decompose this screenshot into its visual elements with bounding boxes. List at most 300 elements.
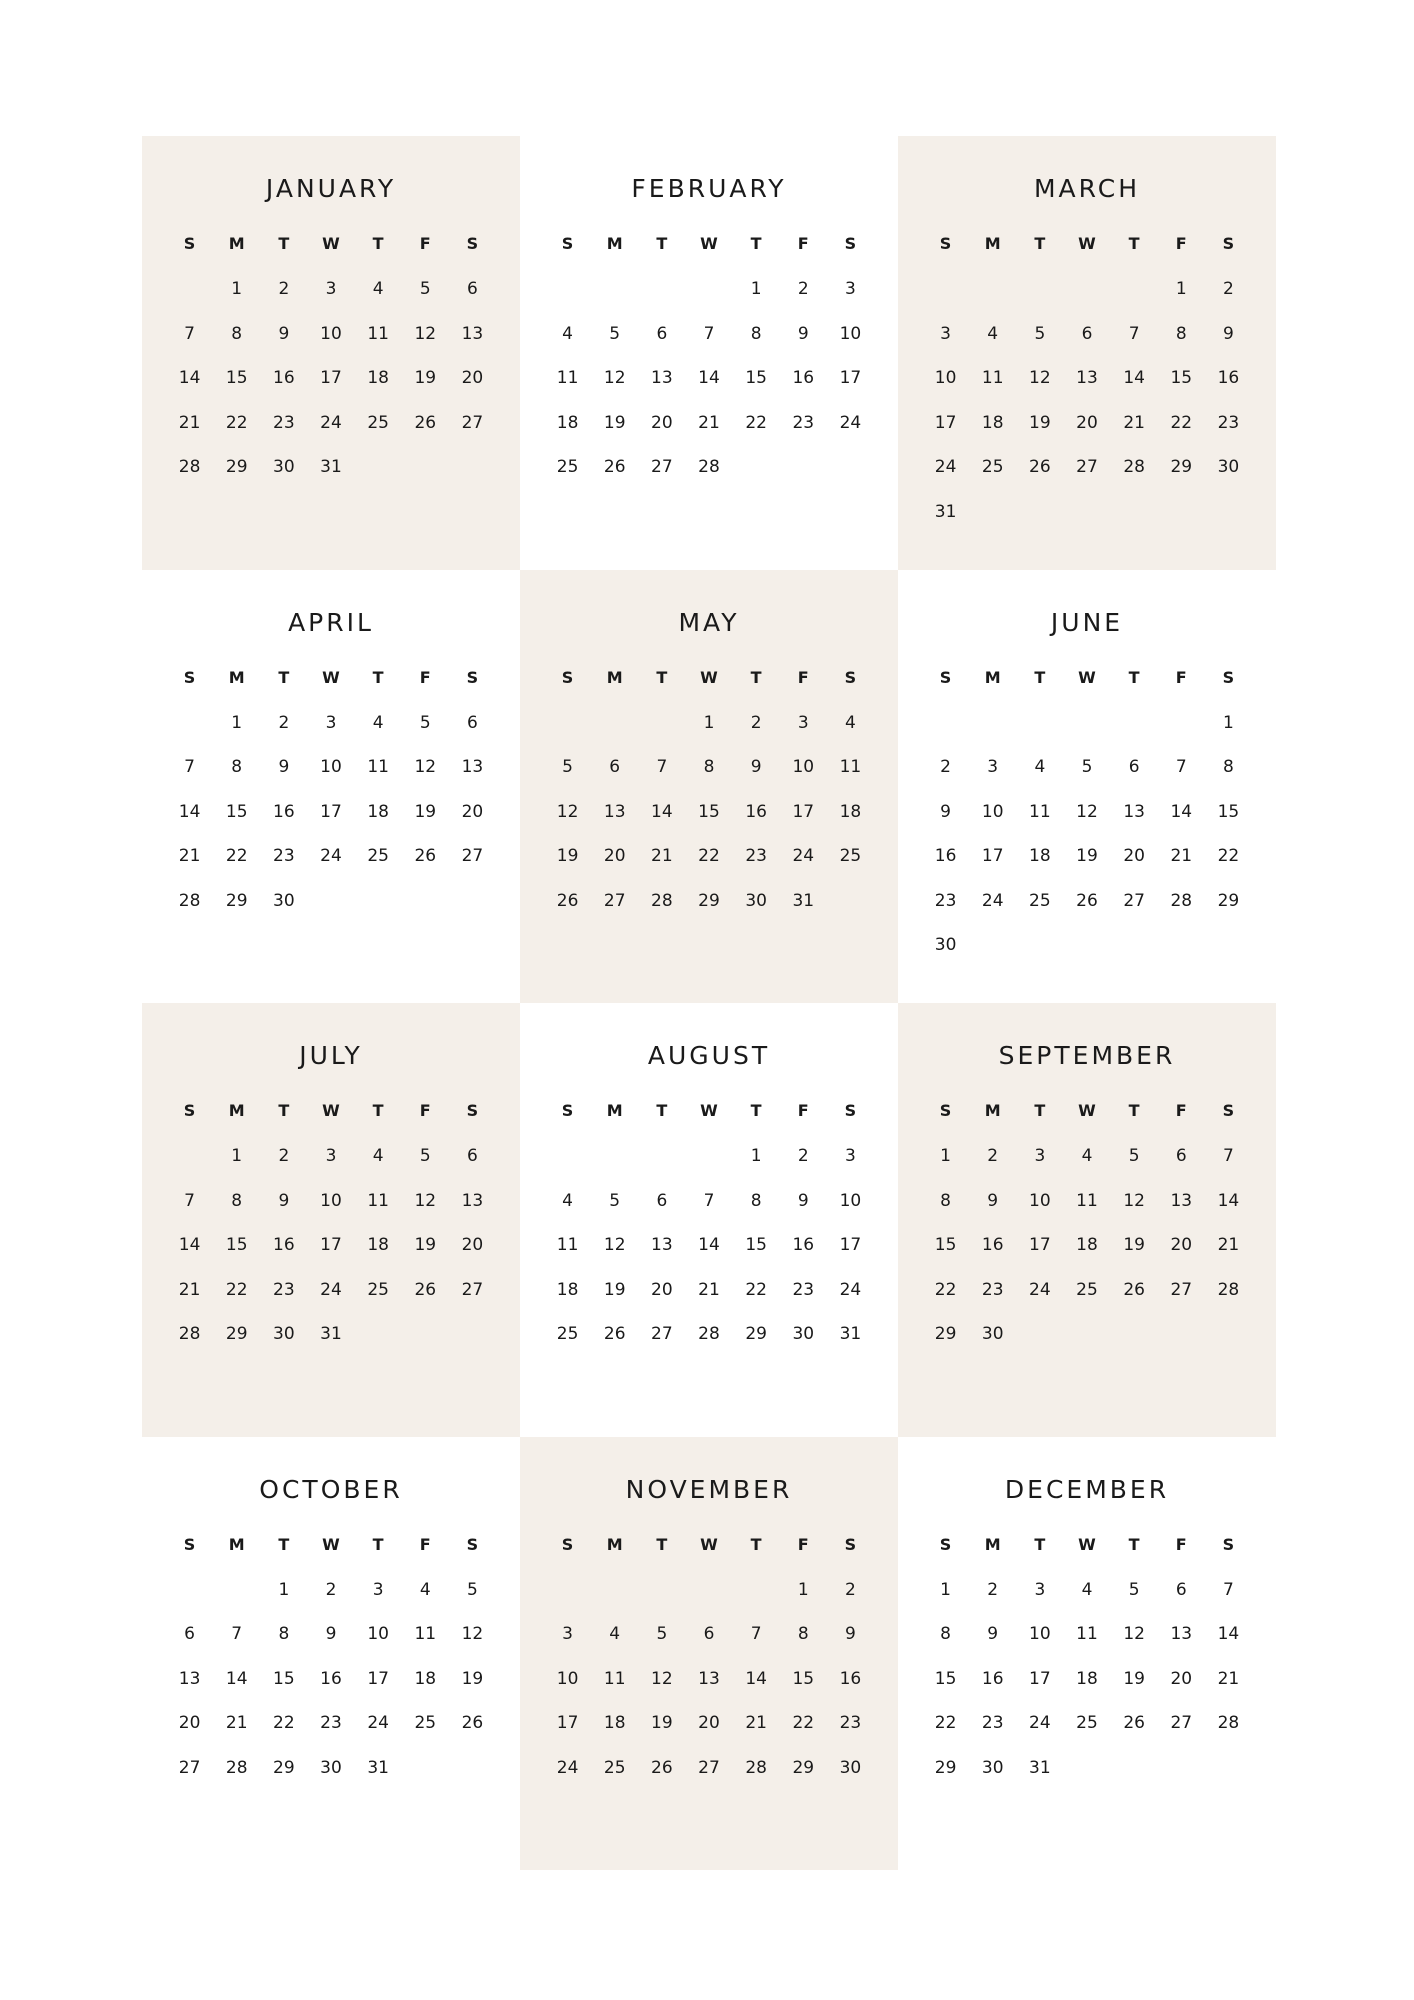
month-september [898,1003,1276,1437]
day-cell: 11 [1029,801,1051,822]
day-cell: 13 [651,1235,673,1255]
weekday-label: S [466,1101,479,1120]
day-cell: 4 [419,1579,431,1600]
empty-day-cell [685,279,732,324]
empty-day-cell [969,713,1016,758]
day-cell: 23 [1217,412,1240,433]
weekday-label: T [372,667,384,687]
day-grid [544,279,874,502]
day-cell: 18 [1076,1668,1098,1689]
day-cell: 8 [797,1624,809,1644]
weekday-label: T [1034,1534,1046,1554]
day-cell: 17 [1029,1668,1051,1689]
day-cell: 5 [609,323,621,344]
weekday-label: W [1078,667,1096,687]
day-cell: 21 [1170,846,1193,866]
day-cell: 14 [178,801,201,822]
day-cell: 29 [698,890,720,911]
weekday-label: M [984,234,1001,253]
day-cell: 10 [934,368,957,388]
day-cell: 23 [792,1279,815,1300]
weekday-label: M [984,1534,1001,1554]
weekday-label: M [228,234,245,253]
weekday-label: F [1175,1534,1187,1554]
day-cell: 15 [225,1235,248,1255]
day-cell: 25 [556,1324,579,1344]
day-cell: 11 [367,1190,389,1211]
day-cell: 8 [1223,757,1234,777]
day-cell: 6 [1128,757,1140,777]
day-cell: 14 [178,368,201,388]
day-cell: 8 [750,1190,762,1211]
day-cell: 21 [745,1713,767,1733]
day-grid [922,1580,1252,1803]
empty-day-cell [166,1580,213,1625]
day-cell: 26 [603,1324,626,1344]
day-cell: 24 [1029,1713,1051,1733]
day-cell: 15 [792,1668,815,1689]
weekday-label: T [278,667,290,687]
weekday-label: T [750,1534,762,1554]
day-cell: 7 [184,323,195,344]
day-cell: 27 [461,1279,484,1300]
day-cell: 30 [1217,457,1240,477]
day-cell: 20 [461,1235,484,1255]
day-cell: 25 [603,1757,626,1778]
weekday-label: T [656,1101,668,1120]
day-cell: 3 [940,323,951,344]
day-cell: 14 [225,1668,248,1689]
day-cell: 5 [1128,1146,1140,1166]
day-cell: 19 [414,801,437,822]
day-cell: 2 [325,1579,337,1600]
day-cell: 9 [940,801,951,822]
day-cell: 22 [698,846,720,866]
weekday-label: T [656,1534,668,1554]
day-cell: 10 [839,323,862,344]
empty-day-cell [544,1146,591,1191]
day-cell: 6 [1175,1579,1187,1600]
weekday-label: T [372,234,384,253]
day-cell: 22 [934,1279,957,1300]
day-cell: 7 [231,1624,243,1644]
month-title: JANUARY [265,174,397,203]
day-cell: 4 [562,323,573,344]
day-cell: 1 [703,712,715,733]
day-cell: 17 [1029,1235,1051,1255]
day-cell: 2 [845,1579,856,1600]
day-cell: 9 [987,1624,999,1644]
weekday-header-row [544,1101,874,1120]
month-august [520,1003,898,1437]
day-cell: 1 [231,1146,243,1166]
day-cell: 23 [320,1713,342,1733]
weekday-label: T [278,234,290,253]
day-cell: 8 [231,1190,243,1211]
weekday-label: T [656,667,668,687]
day-cell: 15 [225,801,248,822]
empty-day-cell [922,279,969,324]
day-cell: 26 [414,846,437,866]
day-cell: 30 [273,1324,295,1344]
day-cell: 9 [797,323,809,344]
day-cell: 6 [1175,1146,1187,1166]
month-title: AUGUST [647,1041,771,1070]
day-cell: 20 [698,1713,720,1733]
day-cell: 17 [556,1713,579,1733]
day-cell: 15 [934,1668,957,1689]
weekday-label: F [1175,1101,1187,1120]
day-cell: 7 [1223,1579,1234,1600]
day-cell: 21 [1123,412,1145,433]
weekday-header-row [922,1535,1252,1554]
day-cell: 18 [367,1235,389,1255]
day-cell: 15 [1217,801,1240,822]
day-cell: 6 [467,712,478,733]
month-title: FEBRUARY [631,174,787,203]
day-cell: 18 [603,1713,626,1733]
day-cell: 2 [1223,279,1234,299]
month-title: OCTOBER [259,1474,403,1504]
day-cell: 31 [792,890,815,911]
day-grid [166,1580,496,1803]
day-cell: 22 [273,1713,295,1733]
day-cell: 2 [278,712,290,733]
day-cell: 31 [839,1324,862,1344]
weekday-label: M [228,1101,245,1120]
day-cell: 2 [797,1146,809,1166]
day-cell: 24 [320,1279,342,1300]
day-cell: 17 [839,1235,862,1255]
empty-day-cell [213,1580,260,1625]
weekday-label: W [700,667,718,687]
day-cell: 30 [745,890,767,911]
day-cell: 9 [797,1190,809,1211]
day-cell: 29 [1217,890,1240,911]
empty-day-cell [638,1146,685,1191]
day-cell: 1 [1223,712,1234,733]
weekday-header-row [922,668,1252,687]
day-cell: 22 [225,412,248,433]
weekday-label: W [1078,1101,1096,1120]
day-cell: 15 [1170,368,1193,388]
month-title: APRIL [288,607,374,637]
month-july [142,1003,520,1437]
day-cell: 22 [745,412,767,433]
weekday-label: F [797,667,809,687]
day-cell: 27 [461,412,484,433]
day-cell: 29 [273,1757,295,1778]
day-cell: 22 [745,1279,767,1300]
weekday-header-row [166,1535,496,1554]
day-cell: 5 [1128,1579,1140,1600]
day-cell: 27 [603,890,626,911]
day-cell: 3 [1034,1146,1046,1166]
weekday-label: S [561,1534,574,1554]
day-cell: 12 [1029,368,1051,388]
day-cell: 15 [745,368,767,388]
day-cell: 26 [414,412,437,433]
day-cell: 11 [603,1668,626,1689]
day-cell: 26 [556,890,579,911]
day-cell: 18 [556,1279,579,1300]
day-cell: 13 [461,757,484,777]
weekday-label: T [372,1101,384,1120]
day-cell: 5 [609,1190,621,1211]
weekday-label: S [183,1534,196,1554]
day-cell: 20 [178,1713,201,1733]
weekday-label: M [606,1534,623,1554]
day-cell: 3 [372,1579,384,1600]
weekday-label: S [183,1101,196,1120]
day-cell: 6 [703,1624,715,1644]
day-cell: 14 [651,801,673,822]
weekday-label: F [419,234,431,253]
weekday-label: T [750,1101,762,1120]
day-cell: 1 [940,1579,951,1600]
day-cell: 31 [320,457,342,477]
empty-day-cell [544,1580,591,1625]
empty-day-cell [1111,713,1158,758]
day-cell: 25 [1029,890,1051,911]
day-cell: 23 [981,1713,1004,1733]
day-cell: 12 [1123,1190,1145,1211]
empty-day-cell [1016,713,1063,758]
day-cell: 13 [651,368,673,388]
day-cell: 14 [1217,1190,1240,1211]
day-cell: 11 [556,368,579,388]
weekday-label: T [1128,1101,1140,1120]
day-cell: 7 [184,757,195,777]
month-title: MAY [678,607,740,637]
day-cell: 28 [178,1324,201,1344]
day-cell: 7 [703,323,715,344]
day-cell: 11 [981,368,1004,388]
day-cell: 27 [1123,890,1145,911]
day-cell: 7 [184,1190,195,1211]
day-cell: 9 [845,1624,856,1644]
empty-day-cell [685,1146,732,1191]
day-cell: 28 [698,457,720,477]
day-cell: 16 [792,368,815,388]
day-cell: 19 [603,1279,626,1300]
day-cell: 16 [273,1235,295,1255]
day-cell: 19 [1123,1668,1145,1689]
day-cell: 12 [603,368,626,388]
day-cell: 29 [1170,457,1193,477]
day-cell: 31 [1029,1757,1051,1778]
day-cell: 17 [981,846,1004,866]
day-cell: 17 [934,412,957,433]
day-cell: 3 [325,1146,337,1166]
day-cell: 1 [750,279,762,299]
day-cell: 12 [461,1624,484,1644]
day-cell: 4 [372,712,384,733]
day-cell: 24 [320,412,342,433]
day-cell: 29 [225,890,248,911]
weekday-label: S [844,1534,857,1554]
day-cell: 5 [467,1579,478,1600]
empty-day-cell [733,1580,780,1625]
empty-day-cell [591,1580,638,1625]
day-cell: 1 [797,1579,809,1600]
day-cell: 8 [750,323,762,344]
day-cell: 20 [1123,846,1145,866]
day-cell: 16 [1217,368,1240,388]
day-cell: 25 [367,1279,389,1300]
day-cell: 17 [792,801,815,822]
day-cell: 16 [934,846,957,866]
day-cell: 2 [278,1146,290,1166]
day-cell: 30 [981,1757,1004,1778]
day-cell: 19 [556,846,579,866]
day-cell: 2 [278,279,290,299]
day-cell: 30 [934,935,957,955]
day-cell: 26 [414,1279,437,1300]
empty-day-cell [591,1146,638,1191]
day-cell: 9 [987,1190,999,1211]
day-cell: 27 [651,457,673,477]
day-cell: 2 [987,1579,999,1600]
day-cell: 22 [1170,412,1193,433]
weekday-header-row [166,1101,496,1120]
day-cell: 26 [603,457,626,477]
day-grid [166,1146,496,1369]
day-cell: 19 [1123,1235,1145,1255]
day-cell: 28 [1217,1713,1240,1733]
day-cell: 21 [698,1279,720,1300]
weekday-label: S [1222,234,1235,253]
day-cell: 5 [419,279,431,299]
day-cell: 18 [839,801,862,822]
day-cell: 10 [320,1190,342,1211]
day-cell: 13 [461,323,484,344]
month-june [898,570,1276,1004]
day-cell: 30 [320,1757,342,1778]
day-cell: 1 [231,279,243,299]
weekday-label: F [419,667,431,687]
day-cell: 22 [225,1279,248,1300]
day-cell: 29 [792,1757,815,1778]
weekday-label: W [322,667,340,687]
day-cell: 16 [273,801,295,822]
day-cell: 25 [1076,1713,1098,1733]
weekday-label: W [322,234,340,253]
day-cell: 28 [651,890,673,911]
day-cell: 8 [940,1190,951,1211]
weekday-label: S [844,667,857,687]
day-cell: 10 [320,757,342,777]
day-cell: 1 [231,712,243,733]
weekday-label: T [1128,667,1140,687]
empty-day-cell [969,279,1016,324]
day-cell: 10 [320,323,342,344]
day-cell: 29 [225,1324,248,1344]
day-cell: 15 [273,1668,295,1689]
day-cell: 4 [1034,757,1046,777]
day-cell: 4 [1081,1579,1093,1600]
day-cell: 27 [461,846,484,866]
day-cell: 12 [1123,1624,1145,1644]
weekday-label: F [797,1101,809,1120]
weekday-label: S [561,667,574,687]
day-cell: 21 [651,846,673,866]
weekday-label: S [561,234,574,253]
weekday-label: S [939,667,952,687]
empty-day-cell [1111,279,1158,324]
day-cell: 9 [750,757,762,777]
month-title: NOVEMBER [625,1474,793,1504]
day-cell: 28 [225,1757,248,1778]
month-title: JULY [299,1041,363,1070]
day-cell: 10 [556,1668,579,1689]
day-cell: 20 [1170,1668,1193,1689]
day-cell: 3 [1034,1579,1046,1600]
day-cell: 25 [367,846,389,866]
day-cell: 7 [1223,1146,1234,1166]
weekday-label: S [466,234,479,253]
weekday-header-row [922,234,1252,253]
day-cell: 15 [934,1235,957,1255]
day-cell: 26 [1076,890,1098,911]
day-cell: 8 [231,323,243,344]
day-cell: 20 [651,1279,673,1300]
day-cell: 19 [461,1668,484,1689]
day-cell: 15 [698,801,720,822]
day-cell: 4 [1081,1146,1093,1166]
day-cell: 25 [414,1713,437,1733]
day-cell: 3 [845,1146,856,1166]
day-cell: 23 [981,1279,1004,1300]
day-cell: 31 [367,1757,389,1778]
day-cell: 17 [320,368,342,388]
day-cell: 3 [562,1624,573,1644]
day-cell: 4 [987,323,999,344]
day-cell: 19 [1076,846,1098,866]
day-cell: 2 [797,279,809,299]
day-cell: 24 [839,412,862,433]
day-cell: 12 [1076,801,1098,822]
weekday-label: T [1034,1101,1046,1120]
day-cell: 16 [320,1668,342,1689]
weekday-label: S [939,1534,952,1554]
empty-day-cell [1016,279,1063,324]
day-cell: 4 [609,1624,621,1644]
empty-day-cell [591,279,638,324]
empty-day-cell [166,1146,213,1191]
day-cell: 6 [656,323,668,344]
day-cell: 24 [1029,1279,1051,1300]
day-cell: 6 [467,1146,478,1166]
day-cell: 31 [320,1324,342,1344]
day-cell: 30 [273,457,295,477]
day-cell: 11 [414,1624,437,1644]
empty-day-cell [166,713,213,758]
day-cell: 18 [1029,846,1051,866]
weekday-label: M [606,1101,623,1120]
weekday-label: S [1222,667,1235,687]
weekday-label: M [984,1101,1001,1120]
weekday-header-row [544,1535,874,1554]
day-cell: 6 [1081,323,1093,344]
day-cell: 29 [934,1324,957,1344]
day-cell: 20 [1076,412,1098,433]
day-cell: 23 [792,412,815,433]
day-cell: 20 [603,846,626,866]
weekday-label: M [606,667,623,687]
day-cell: 13 [603,801,626,822]
weekday-label: W [700,1101,718,1120]
